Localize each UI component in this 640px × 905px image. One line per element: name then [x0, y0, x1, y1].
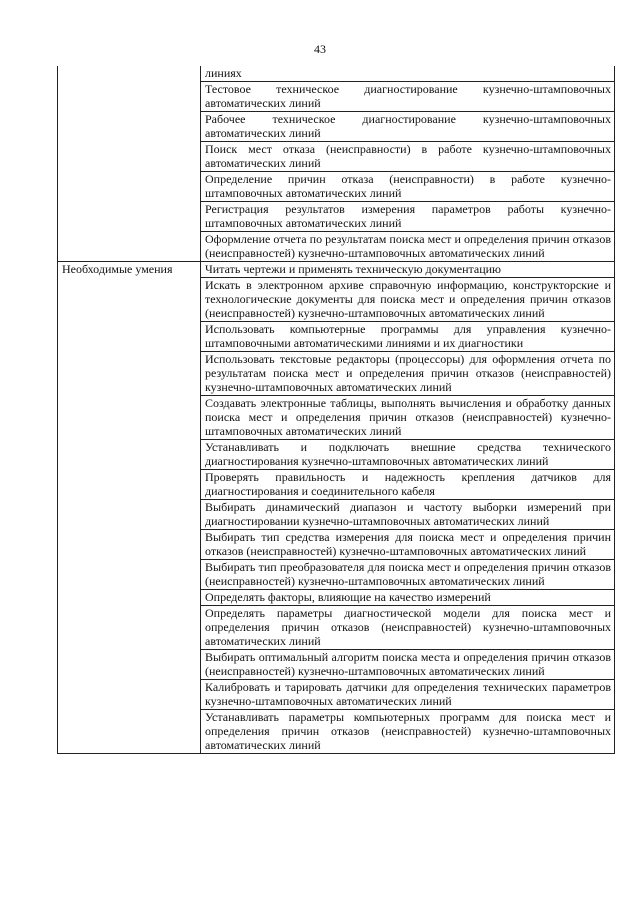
- section-label: Необходимые умения: [58, 262, 201, 754]
- requirement-item: Оформление отчета по результатам поиска мест и определения причин отказов (неисправностей) кузнечно-штамповочных автоматических линий: [201, 232, 615, 262]
- requirement-item: Рабочее техническое диагностирование кузнечно-штамповочных автоматических линий: [201, 112, 615, 142]
- requirement-item: Выбирать тип преобразователя для поиска мест и определения причин отказов (неисправностей) кузнечно-штамповочных автоматических линий: [201, 560, 615, 590]
- requirement-item: Поиск мест отказа (неисправности) в работе кузнечно-штамповочных автоматических линий: [201, 142, 615, 172]
- requirement-item: линиях: [201, 66, 615, 82]
- requirement-item: Искать в электронном архиве справочную информацию, конструкторские и технологические документы для поиска мест и определения причин отказов (неисправностей) кузнечно-штамповочных автоматических линий: [201, 278, 615, 322]
- section-label: [58, 66, 201, 262]
- requirement-item: Определять факторы, влияющие на качество измерений: [201, 590, 615, 606]
- requirement-item: Устанавливать и подключать внешние средства технического диагностирования кузнечно-штамповочных автоматических линий: [201, 440, 615, 470]
- requirement-item: Читать чертежи и применять техническую документацию: [201, 262, 615, 278]
- requirements-table-body: [58, 66, 615, 754]
- requirement-item: Выбирать оптимальный алгоритм поиска места и определения причин отказов (неисправностей) кузнечно-штамповочных автоматических линий: [201, 650, 615, 680]
- requirement-item: Проверять правильность и надежность крепления датчиков для диагностирования и соединительного кабеля: [201, 470, 615, 500]
- requirement-item: Использовать компьютерные программы для управления кузнечно-штамповочными автоматическими линиями и их диагностики: [201, 322, 615, 352]
- requirement-item: Определять параметры диагностической модели для поиска мест и определения причин отказов (неисправностей) кузнечно-штамповочных автоматических линий: [201, 606, 615, 650]
- table-row: [58, 66, 615, 82]
- requirements-table: [57, 66, 615, 754]
- requirement-item: Использовать текстовые редакторы (процессоры) для оформления отчета по результатам поиска мест и определения причин отказов (неисправностей) кузнечно-штамповочных автоматических линий: [201, 352, 615, 396]
- requirement-item: Выбирать тип средства измерения для поиска мест и определения причин отказов (неисправностей) кузнечно-штамповочных автоматических линий: [201, 530, 615, 560]
- table-row: [58, 262, 615, 278]
- requirement-item: Калибровать и тарировать датчики для определения технических параметров кузнечно-штамповочных автоматических линий: [201, 680, 615, 710]
- requirement-item: Регистрация результатов измерения параметров работы кузнечно-штамповочных автоматических линий: [201, 202, 615, 232]
- requirement-item: Определение причин отказа (неисправности) в работе кузнечно-штамповочных автоматических линий: [201, 172, 615, 202]
- requirement-item: Устанавливать параметры компьютерных программ для поиска мест и определения причин отказов (неисправностей) кузнечно-штамповочных автоматических линий: [201, 710, 615, 754]
- requirement-item: Создавать электронные таблицы, выполнять вычисления и обработку данных поиска мест и определения причин отказов (неисправностей) кузнечно-штамповочных автоматических линий: [201, 396, 615, 440]
- requirement-item: Выбирать динамический диапазон и частоту выборки измерений при диагностировании кузнечно-штамповочных автоматических линий: [201, 500, 615, 530]
- page-number: 43: [314, 42, 326, 56]
- requirement-item: Тестовое техническое диагностирование кузнечно-штамповочных автоматических линий: [201, 82, 615, 112]
